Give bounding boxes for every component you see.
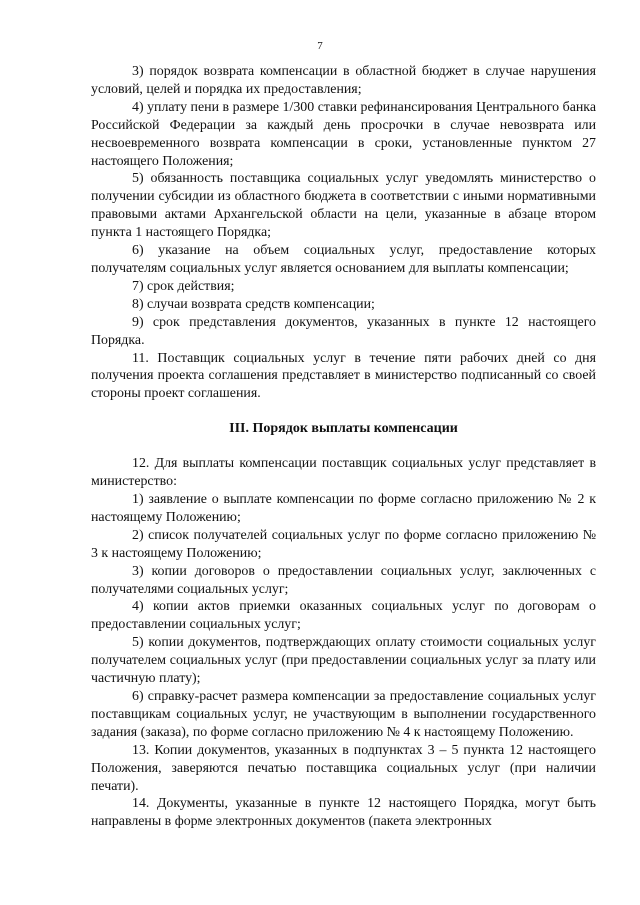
spacer <box>91 438 596 455</box>
clause-12-item-2: 2) список получателей социальных услуг по форме согласно приложению № 3 к настоящему Положению; <box>91 527 596 561</box>
clause-14-paragraph: 14. Документы, указанные в пункте 12 настоящего Порядка, могут быть направлены в форме электронных документов (пакета электронных <box>91 796 596 830</box>
subitem-4-paragraph: 4) уплату пени в размере 1/300 ставки рефинансирования Центрального банка Российской Федерации за каждый день просрочки в случае невозврата или несвоевременного возврата компенсации в сроки, установленные пунктом 27 настоящего Положения; <box>91 99 596 169</box>
subitem-6-paragraph: 6) указание на объем социальных услуг, предоставление которых получателям социальных услуг является основанием для выплаты компенсации; <box>91 243 596 276</box>
subitem-9-paragraph: 9) срок представления документов, указанных в пункте 12 настоящего Порядка. <box>91 314 596 348</box>
subitem-7-paragraph: 7) срок действия; <box>132 278 235 294</box>
document-body <box>91 63 596 831</box>
page-number: 7 <box>317 40 323 52</box>
clause-12-paragraph: 12. Для выплаты компенсации поставщик социальных услуг представляет в министерство: <box>91 456 596 490</box>
clause-11-paragraph: 11. Поставщик социальных услуг в течение пяти рабочих дней со дня получения проекта соглашения представляет в министерство подписанный со своей стороны проект соглашения. <box>91 350 596 402</box>
spacer <box>91 403 596 420</box>
clause-12-item-1: 1) заявление о выплате компенсации по форме согласно приложению № 2 к настоящему Положению; <box>91 492 596 525</box>
clause-13-paragraph: 13. Копии документов, указанных в подпунктах 3 – 5 пункта 12 настоящего Положения, заверяются печатью поставщика социальных услуг (при наличии печати). <box>91 742 596 794</box>
subitem-3-paragraph: 3) порядок возврата компенсации в областной бюджет в случае нарушения условий, целей и порядка их предоставления; <box>91 64 596 97</box>
clause-12-item-5: 5) копии документов, подтверждающих оплату стоимости социальных услуг получателем социальных услуг (при предоставлении социальных услуг за плату или частичную плату); <box>91 635 596 687</box>
clause-12-item-6: 6) справку-расчет размера компенсации за предоставление социальных услуг поставщикам социальных услуг, не участвующим в выполнении государственного задания (заказа), по форме согласно приложению № 4 к настоящему Положению. <box>91 689 596 740</box>
clause-12-item-4: 4) копии актов приемки оказанных социальных услуг по договорам о предоставлении социальных услуг; <box>91 599 596 633</box>
clause-12-item-3: 3) копии договоров о предоставлении социальных услуг, заключенных с получателями социальных услуг; <box>91 563 596 597</box>
subitem-8-paragraph: 8) случаи возврата средств компенсации; <box>132 296 375 312</box>
section-heading: III. Порядок выплаты компенсации <box>229 421 458 437</box>
subitem-5-paragraph: 5) обязанность поставщика социальных услуг уведомлять министерство о получении субсидии из областного бюджета в соответствии с иными нормативными правовыми актами Архангельской области на цели, указанные в абзаце втором пункта 1 настоящего Порядка; <box>91 171 596 241</box>
